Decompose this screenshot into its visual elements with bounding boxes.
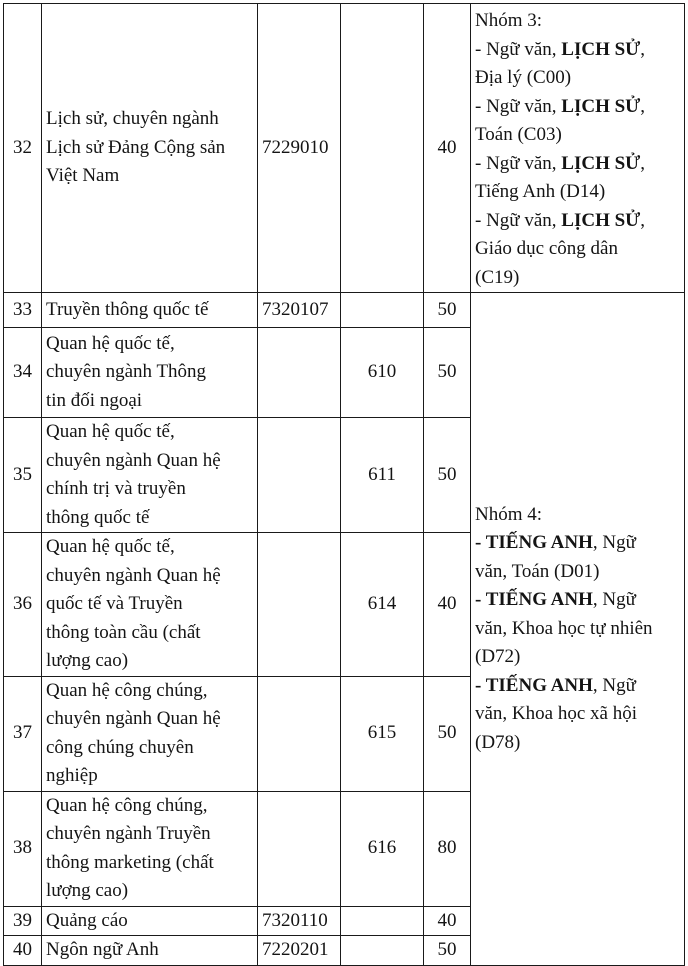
program-name: Quan hệ quốc tế, chuyên ngành Quan hệ chính trị và truyền thông quốc tế — [42, 418, 258, 533]
program-code — [258, 676, 341, 791]
program-name: Quan hệ công chúng, chuyên ngành Truyền thông marketing (chất lượng cao) — [42, 791, 258, 906]
combo-line: - Ngữ văn, LỊCH SỬ, — [475, 95, 646, 117]
combo-line: - Ngữ văn, LỊCH SỬ, — [475, 152, 646, 174]
quota: 50 — [424, 676, 471, 791]
program-code — [258, 791, 341, 906]
program-code: 7229010 — [258, 4, 341, 293]
internal-code: 615 — [341, 676, 424, 791]
row-number: 38 — [4, 791, 42, 906]
quota: 50 — [424, 418, 471, 533]
program-code: 7320107 — [258, 293, 341, 328]
program-code — [258, 328, 341, 418]
row-number: 37 — [4, 676, 42, 791]
row-number: 35 — [4, 418, 42, 533]
internal-code: 610 — [341, 328, 424, 418]
combo-line: - Ngữ văn, LỊCH SỬ, — [475, 209, 646, 231]
program-code: 7320110 — [258, 906, 341, 936]
row-number: 39 — [4, 906, 42, 936]
program-name: Ngôn ngữ Anh — [42, 936, 258, 966]
internal-code: 611 — [341, 418, 424, 533]
program-name: Lịch sử, chuyên ngành Lịch sử Đảng Cộng sản Việt Nam — [42, 4, 258, 293]
quota: 50 — [424, 293, 471, 328]
subject-group-3: Nhóm 3: - Ngữ văn, LỊCH SỬ, Địa lý (C00) - Ngữ văn, LỊCH SỬ, Toán (C03) - Ngữ văn, LỊCH SỬ, Tiếng Anh (D14) - Ngữ văn, LỊCH SỬ, Giáo dục công dân (C19) — [471, 4, 685, 293]
group-title: Nhóm 3: — [475, 10, 543, 31]
quota: 40 — [424, 4, 471, 293]
admissions-table — [3, 3, 685, 966]
group-title: Nhóm 4: — [475, 503, 543, 525]
quota: 50 — [424, 328, 471, 418]
table-row — [4, 4, 685, 293]
program-code — [258, 418, 341, 533]
program-code: 7220201 — [258, 936, 341, 966]
quota: 40 — [424, 906, 471, 936]
program-code — [258, 533, 341, 677]
table-row — [4, 293, 685, 328]
internal-code — [341, 4, 424, 293]
program-name: Truyền thông quốc tế — [42, 293, 258, 328]
quota: 50 — [424, 936, 471, 966]
combo-line: - TIẾNG ANH, Ngữ — [475, 674, 636, 696]
row-number: 32 — [4, 4, 42, 293]
program-name: Quan hệ công chúng, chuyên ngành Quan hệ công chúng chuyên nghiệp — [42, 676, 258, 791]
internal-code: 616 — [341, 791, 424, 906]
program-name: Quan hệ quốc tế, chuyên ngành Thông tin đối ngoại — [42, 328, 258, 418]
combo-line: - Ngữ văn, LỊCH SỬ, — [475, 38, 646, 60]
row-number: 34 — [4, 328, 42, 418]
internal-code — [341, 936, 424, 966]
internal-code: 614 — [341, 533, 424, 677]
program-name: Quan hệ quốc tế, chuyên ngành Quan hệ quốc tế và Truyền thông toàn cầu (chất lượng cao) — [42, 533, 258, 677]
row-number: 33 — [4, 293, 42, 328]
combo-line: - TIẾNG ANH, Ngữ — [475, 589, 636, 610]
program-name: Quảng cáo — [42, 906, 258, 936]
row-number: 40 — [4, 936, 42, 966]
internal-code — [341, 906, 424, 936]
internal-code — [341, 293, 424, 328]
row-number: 36 — [4, 533, 42, 677]
quota: 40 — [424, 533, 471, 677]
subject-group-4: Nhóm 4: - TIẾNG ANH, Ngữ văn, Toán (D01) - TIẾNG ANH, Ngữ văn, Khoa học tự nhiên (D72) - TIẾNG ANH, Ngữ văn, Khoa học xã hội (D78) — [471, 293, 685, 966]
combo-line: - TIẾNG ANH, Ngữ — [475, 532, 636, 553]
quota: 80 — [424, 791, 471, 906]
